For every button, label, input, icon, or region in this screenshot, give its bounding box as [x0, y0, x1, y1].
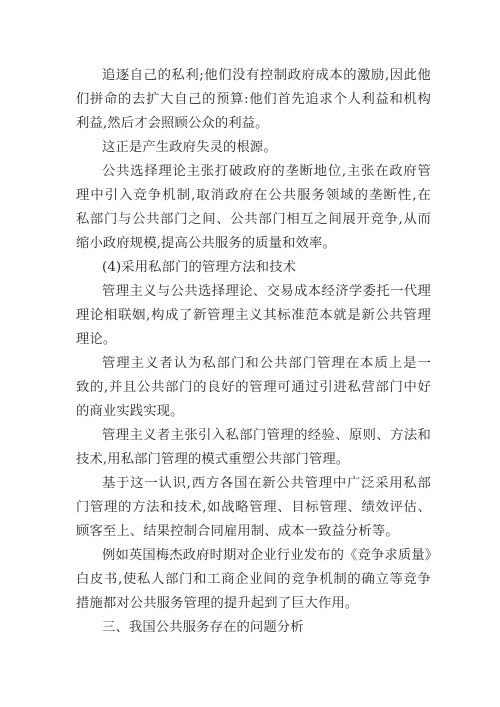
- text-line: 顾客至上、结果控制合同雇用制、成本一致益分析等。: [76, 524, 399, 539]
- paragraph: [76, 64, 431, 136]
- text-line: 理论相联姻,构成了新管理主义其标准范本就是新公共管理: [76, 308, 431, 323]
- text-line: 私部门与公共部门之间、公共部门相互之间展开竞争,从而: [76, 212, 431, 227]
- text-line: 追逐自己的私利;他们没有控制政府成本的激励,因此他: [102, 68, 431, 83]
- text-line: 门管理的方法和技术,如战略管理、目标管理、绩效评估、: [76, 500, 431, 515]
- text-line: 利益,然后才会照顾公众的利益。: [76, 116, 269, 131]
- text-line: 基于这一认识,西方各国在新公共管理中广泛采用私部: [102, 476, 431, 491]
- paragraph: [76, 424, 431, 472]
- text-line: 公共选择理论主张打破政府的垄断地位,主张在政府管: [102, 164, 431, 179]
- paragraph: [76, 256, 431, 280]
- text-line: (4)采用私部门的管理方法和技术: [102, 260, 297, 275]
- text-line: 致的,并且公共部门的良好的管理可通过引进私营部门中好: [76, 380, 431, 395]
- paragraph: [76, 616, 431, 640]
- text-line: 例如英国梅杰政府时期对企业行业发布的《竞争求质量》: [102, 548, 439, 563]
- text-line: 理中引入竞争机制,取消政府在公共服务领域的垄断性,在: [76, 188, 431, 203]
- paragraph: [76, 544, 439, 616]
- text-line: 理论。: [76, 332, 117, 347]
- text-line: 措施都对公共服务管理的提升起到了巨大作用。: [76, 596, 359, 611]
- paragraph: [76, 352, 431, 424]
- paragraph: [76, 160, 431, 256]
- text-line: 白皮书,使私人部门和工商企业间的竞争机制的确立等竞争: [76, 572, 431, 587]
- paragraph: [76, 280, 431, 352]
- paragraph: [76, 472, 431, 544]
- text-line: 们拼命的去扩大自己的预算:他们首先追求个人利益和机构: [76, 92, 431, 107]
- text-line: 管理主义者认为私部门和公共部门管理在本质上是一: [102, 356, 431, 371]
- text-line: 缩小政府规模,提高公共服务的质量和效率。: [76, 236, 336, 251]
- text-line: 管理主义者主张引入私部门管理的经验、原则、方法和: [102, 428, 431, 443]
- text-line: 这正是产生政府失灵的根源。: [102, 140, 277, 155]
- text-line: 三、我国公共服务存在的问题分析: [102, 620, 304, 635]
- text-line: 的商业实践实现。: [76, 404, 184, 419]
- text-line: 技术,用私部门管理的模式重塑公共部门管理。: [76, 452, 350, 467]
- paragraph: [76, 136, 431, 160]
- text-line: 管理主义与公共选择理论、交易成本经济学委托一代理: [102, 284, 431, 299]
